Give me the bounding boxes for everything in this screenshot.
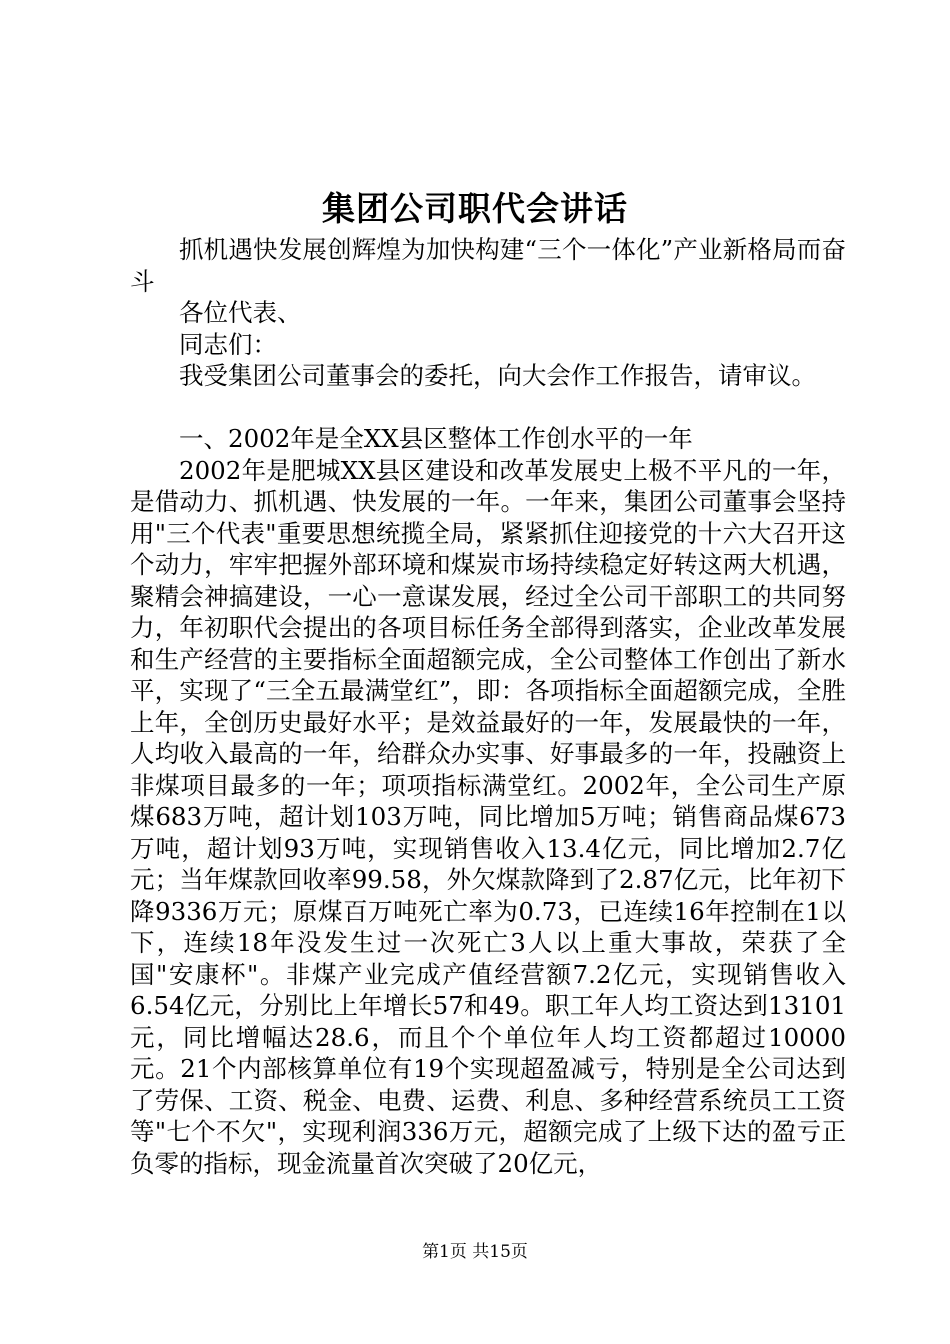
document-title: 集团公司职代会讲话 xyxy=(322,189,628,228)
subtitle-paragraph: 抓机遇快发展创辉煌为加快构建“三个一体化”产业新格局而奋斗 xyxy=(130,235,846,296)
page-number-footer: 第1页 共15页 xyxy=(422,1242,528,1262)
salutation-representatives: 各位代表、 xyxy=(179,298,302,327)
body-paragraph: 2002年是肥城XX县区建设和改革发展史上极不平凡的一年，是借动力、抓机遇、快发展的一年。一年来，集团公司董事会坚持用"三个代表"重要思想统揽全局，紧紧抓住迎接党的十六大召开这个动力，牢牢把握外部环境和煤炭市场持续稳定好转这两大机遇，聚精会神搞建设，一心一意谋发展，经过全公司干部职工的共同努力，年初职代会提出的各项目标任务全部得到落实，企业改革发展和生产经营的主要指标全面超额完成，全公司整体工作创出了新水平，实现了“三全五最满堂红”，即：各项指标全面超额完成，全胜上年，全创历史最好水平；是效益最好的一年，发展最快的一年，人均收入最高的一年，给群众办实事、好事最多的一年，投融资上非煤项目最多的一年；项项指标满堂红。2002年，全公司生产原煤683万吨，超计划103万吨，同比增加5万吨；销售商品煤673万吨，超计划93万吨，实现销售收入13.4亿元，同比增加2.7亿元；当年煤款回收率99.58，外欠煤款降到了2.87亿元，比年初下降9336万元；原煤百万吨死亡率为0.73，已连续16年控制在1以下，连续18年没发生过一次死亡3人以上重大事故，荣获了全国"安康杯"。非煤产业完成产值经营额7.2亿元，实现销售收入6.54亿元，分别比上年增长57和49。职工年人均工资达到13101元，同比增幅达28.6，而且个个单位年人均工资都超过10000元。21个内部核算单位有19个实现超盈减亏，特别是全公司达到了劳保、工资、税金、电费、运费、利息、多种经营系统员工工资等"七个不欠"，实现利润336万元，超额完成了上级下达的盈亏正负零的指标，现金流量首次突破了20亿元， xyxy=(130,455,846,1178)
salutation-comrades: 同志们： xyxy=(179,329,277,359)
intro-paragraph: 我受集团公司董事会的委托，向大会作工作报告，请审议。 xyxy=(179,361,816,390)
section-heading: 一、2002年是全XX县区整体工作创水平的一年 xyxy=(179,424,693,453)
document-body xyxy=(130,234,846,1179)
